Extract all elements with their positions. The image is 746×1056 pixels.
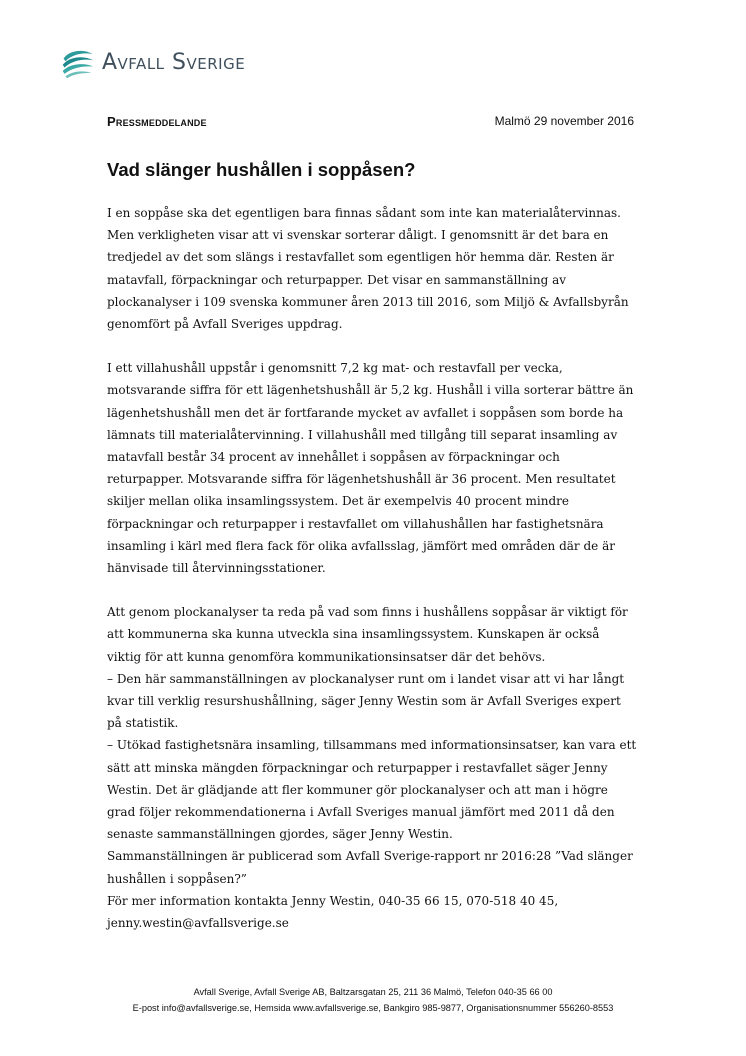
- paragraph-intro: I en soppåse ska det egentligen bara finnas sådant som inte kan materialåtervinnas. Men verkligheten visar att vi svenskar sorterar dåligt. I genomsnitt är det bara en tredjedel av det som slängs i restavfallet som egentligen hör hemma där. Resten är matavfall, förpackningar och returpapper. Det visar en sammanställning av plockanalyser i 109 svenska kommuner åren 2013 till 2016, som Miljö & Avfallsbyrån genomfört på Avfall Sveriges uppdrag.: [107, 206, 629, 332]
- paragraph-quote-2: – Utökad fastighetsnära insamling, tillsammans med informationsinsatser, kan vara ett sätt att minska mängden förpackningar och returpapper i restavfallet säger Jenny Westin. Det är glädjande att fler kommuner gör plockanalyser och att man i högre grad följer rekommendationerna i Avfall Sveriges manual jämfört med 2011 då den senaste sammanställningen gjordes, säger Jenny Westin.: [107, 738, 637, 842]
- press-release-body: [107, 202, 637, 934]
- document-header: [107, 114, 634, 130]
- paragraph-household-statistics: I ett villahushåll uppstår i genomsnitt 7,2 kg mat- och restavfall per vecka, motsvarande siffra för ett lägenhetshushåll är 5,2 kg. Hushåll i villa sorterar bättre än lägenhetshushåll men det är fortfarande mycket av avfallet i soppåsen som borde ha lämnats till materialåtervinning. I villahushåll med tillgång till separat insamling av matavfall består 34 procent av innehållet i soppåsen av förpackningar och returpapper. Motsvarande siffra för lägenhetshushåll är 36 procent. Men resultatet skiljer mellan olika insamlingssystem. Det är exempelvis 40 procent mindre förpackningar och returpapper i restavfallet om villahushållen har fastighetsnära insamling i kärl med flera fack för olika avfallsslag, jämfört med områden där de är hänvisade till återvinningsstationer.: [107, 361, 634, 576]
- paragraph-plockanalyser: Att genom plockanalyser ta reda på vad som finns i hushållens soppåsar är viktigt för att kommunerna ska kunna utveckla sina insamlingssystem. Kunskapen är också viktig för att kunna genomföra kommunikationsinsatser där det behövs.: [107, 605, 628, 664]
- logo-text: Avfall Sverige: [102, 50, 246, 75]
- footer-address-line: Avfall Sverige, Avfall Sverige AB, Baltzarsgatan 25, 211 36 Malmö, Telefon 040-35 66 00: [193, 987, 553, 997]
- paragraph-report-reference: Sammanställningen är publicerad som Avfall Sverige-rapport nr 2016:28 ”Vad slänger hushållen i soppåsen?”: [107, 849, 633, 886]
- paragraph-contact: För mer information kontakta Jenny Westin, 040-35 66 15, 070-518 40 45, jenny.westin@avfallsverige.se: [107, 893, 559, 931]
- document-type: Pressmeddelande: [107, 114, 207, 129]
- footer-contact-line: E-post info@avfallsverige.se, Hemsida www.avfallsverige.se, Bankgiro 985-9877, Organisationsnummer 556260-8553: [132, 1003, 614, 1013]
- page-footer: [0, 984, 746, 1016]
- paragraph-quote-1: – Den här sammanställningen av plockanalyser runt om i landet visar att vi har långt kvar till verklig resurshushållning, säger Jenny Westin som är Avfall Sveriges expert på statistik.: [107, 671, 625, 731]
- wave-swirl-icon: [60, 45, 96, 81]
- avfall-sverige-logo: [60, 43, 245, 83]
- document-date: Malmö 29 november 2016: [494, 114, 634, 128]
- press-release-title: Vad slänger hushållen i soppåsen?: [107, 159, 416, 180]
